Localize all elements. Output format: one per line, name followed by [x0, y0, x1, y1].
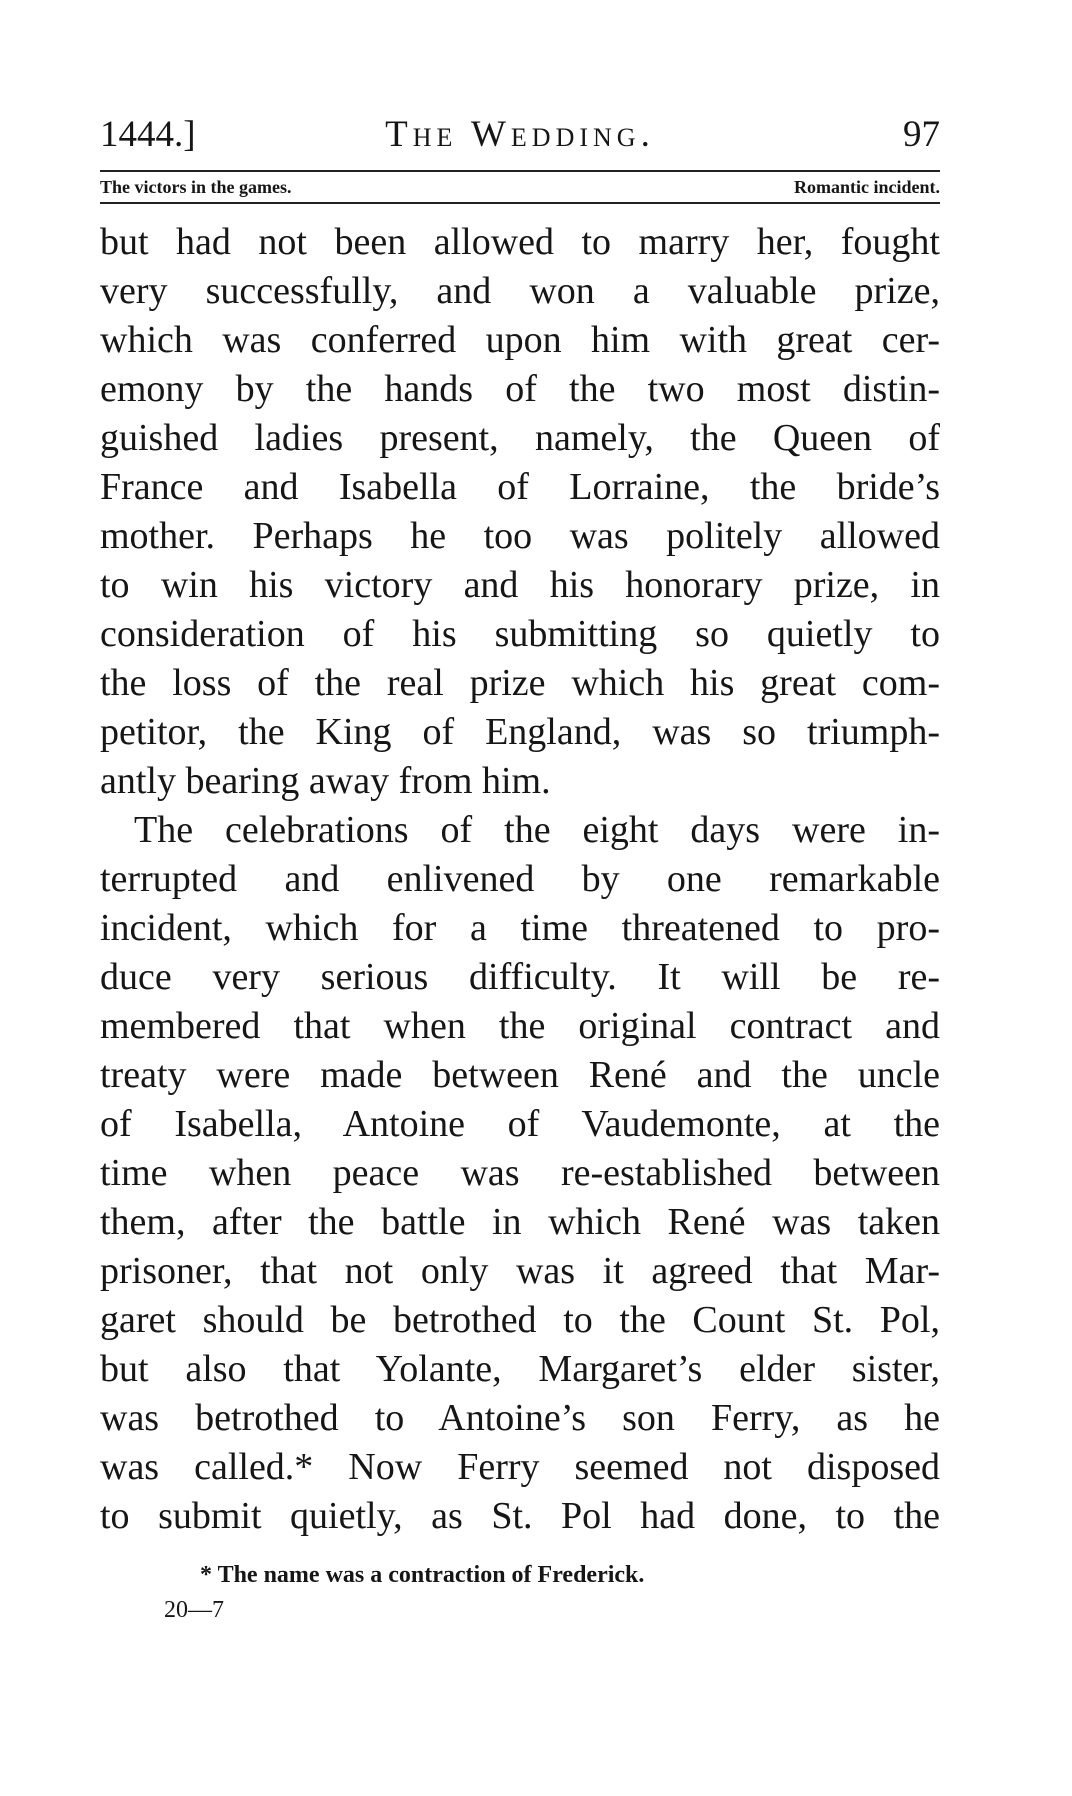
body-line: to submit quietly, as St. Pol had done, to the — [100, 1495, 940, 1537]
header-rule-bottom — [100, 202, 940, 204]
body-line: of Isabella, Antoine of Vaudemonte, at the — [100, 1103, 940, 1145]
signature-mark: 20—7 — [164, 1597, 224, 1623]
body-text — [100, 218, 940, 1541]
sidenote-left: The victors in the games. — [100, 177, 292, 197]
body-line: France and Isabella of Lorraine, the bride’s — [100, 466, 940, 508]
body-line: time when peace was re-established between — [100, 1152, 940, 1194]
footnote: * The name was a contraction of Frederick. — [200, 1562, 645, 1588]
running-head-title: The Wedding. — [385, 114, 655, 155]
body-line: emony by the hands of the two most distin- — [100, 368, 940, 410]
body-line: but also that Yolante, Margaret’s elder sister, — [100, 1348, 940, 1390]
body-line: mother. Perhaps he too was politely allowed — [100, 515, 940, 557]
body-line: them, after the battle in which René was taken — [100, 1201, 940, 1243]
body-line: was called.* Now Ferry seemed not disposed — [100, 1446, 940, 1488]
body-line: was betrothed to Antoine’s son Ferry, as he — [100, 1397, 940, 1439]
body-line: antly bearing away from him. — [100, 760, 551, 802]
body-line: to win his victory and his honorary prize, in — [100, 564, 940, 606]
body-line: which was conferred upon him with great cer- — [100, 319, 940, 361]
body-line: petitor, the King of England, was so triumph- — [100, 711, 940, 753]
body-line: the loss of the real prize which his great com- — [100, 662, 940, 704]
body-line: duce very serious difficulty. It will be re- — [100, 956, 940, 998]
body-line: treaty were made between René and the uncle — [100, 1054, 940, 1096]
page-number: 97 — [903, 114, 940, 155]
body-line: membered that when the original contract and — [100, 1005, 940, 1047]
body-line: very successfully, and won a valuable prize, — [100, 270, 940, 312]
body-line: incident, which for a time threatened to pro- — [100, 907, 940, 949]
body-line: but had not been allowed to marry her, fought — [100, 221, 940, 263]
body-line: The celebrations of the eight days were in- — [134, 809, 940, 851]
sidenote-right: Romantic incident. — [794, 177, 940, 197]
body-line: prisoner, that not only was it agreed that Mar- — [100, 1250, 940, 1292]
body-line: guished ladies present, namely, the Queen of — [100, 417, 940, 459]
body-line: consideration of his submitting so quietly to — [100, 613, 940, 655]
book-page — [100, 110, 940, 1625]
body-line: terrupted and enlivened by one remarkable — [100, 858, 940, 900]
body-line: garet should be betrothed to the Count St. Pol, — [100, 1299, 940, 1341]
running-head — [100, 110, 940, 160]
running-head-year: 1444.] — [100, 114, 196, 155]
sidenotes — [100, 172, 940, 202]
